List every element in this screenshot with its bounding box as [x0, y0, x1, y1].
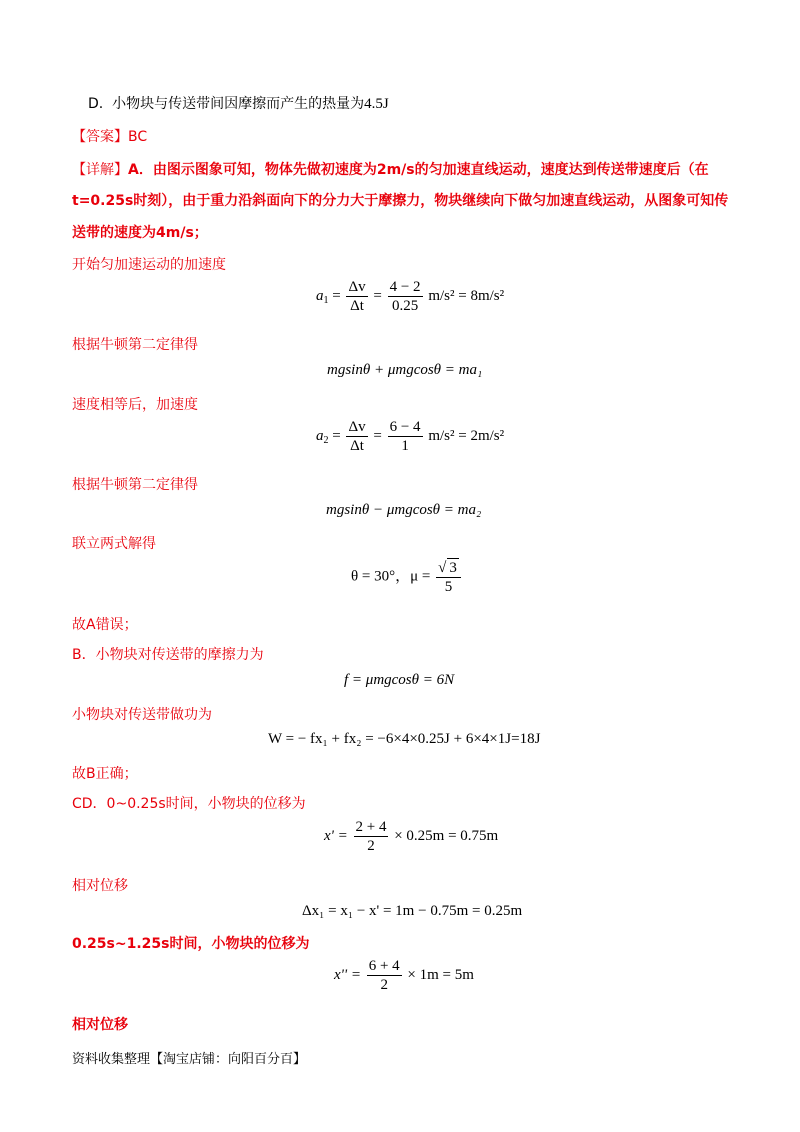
- detail-line3: 送带的速度为4m/s；: [72, 225, 208, 241]
- equation-a1: $a_1$ = $\frac{\Delta v}{\Delta t}$ = $\frac{4 - 2}{0.25}$ m/s² = 8m/s²: [316, 279, 505, 314]
- x2-rhs: × 1m = 5m: [407, 966, 474, 983]
- a2-dv: Δv: [348, 419, 366, 435]
- detail-line1: [72, 161, 709, 179]
- label-b-right: 故B正确；: [72, 766, 138, 782]
- label-accel-start: 开始匀加速运动的加速度: [72, 257, 226, 273]
- option-d: [88, 95, 389, 113]
- x1-rhs: × 0.25m = 0.75m: [394, 827, 499, 844]
- a1-symbol: a: [316, 287, 324, 304]
- x1-den: 2: [367, 838, 375, 854]
- detail-line2: t=0.25s时刻），由于重力沿斜面向下的分力大于摩擦力，物块继续向下做匀加速直线运动，从图象可知传: [72, 193, 729, 209]
- label-after-equal: 速度相等后，加速度: [72, 397, 198, 413]
- equation-friction: [344, 672, 454, 689]
- equation-a2: $a_2$ = $\frac{\Delta v}{\Delta t}$ = $\frac{6 - 4}{1}$ m/s² = 2m/s²: [316, 419, 505, 454]
- theta-text: θ = 30°，μ =: [351, 568, 431, 585]
- label-relative1: 相对位移: [72, 878, 128, 894]
- x2-den: 2: [380, 977, 388, 993]
- a1-den: 0.25: [391, 298, 419, 314]
- label-newton1: 根据牛顿第二定律得: [72, 337, 198, 353]
- a2-rhs: m/s² = 2m/s²: [428, 427, 505, 444]
- label-b-intro: B．小物块对传送带的摩擦力为: [72, 647, 264, 663]
- label-cd-intro: CD．0~0.25s时间，小物块的位移为: [72, 796, 306, 812]
- mu-den: 5: [444, 579, 453, 595]
- eq2-text: mgsinθ + μmgcosθ = ma₁: [327, 362, 483, 378]
- equation-x1: [324, 818, 498, 855]
- x2-num: 6 + 4: [368, 958, 400, 974]
- a1-sub: 1: [323, 294, 329, 306]
- a1-num: 4 − 2: [389, 279, 421, 295]
- dx1-text: Δx₁ = x₁ − x' = 1m − 0.75m = 0.25m: [302, 903, 523, 919]
- work-text: W = − fx₁ + fx₂ = −6×4×0.25J + 6×4×1J=18J: [268, 731, 541, 747]
- label-newton2: 根据牛顿第二定律得: [72, 477, 198, 493]
- a2-num: 6 − 4: [389, 419, 421, 435]
- mu-num: 3: [449, 560, 457, 576]
- x2-lhs: x'' =: [334, 966, 361, 983]
- a2-den: 1: [401, 438, 409, 454]
- equation-x2: [334, 957, 474, 994]
- a1-dv: Δv: [348, 279, 366, 295]
- equation-work: [268, 731, 540, 748]
- equation-theta-mu: θ = 30°，μ = $\frac{√ 3}{5}$: [351, 558, 463, 596]
- option-d-label: D.: [88, 96, 104, 112]
- a2-dt: Δt: [350, 438, 364, 454]
- friction-text: f = μmgcosθ = 6N: [344, 672, 455, 688]
- option-d-text: 小物块与传送带间因摩擦而产生的热量为: [112, 96, 365, 112]
- option-d-value: 4.5J: [364, 96, 389, 112]
- footer: 资料收集整理【淘宝店铺：向阳百分百】: [72, 1052, 307, 1067]
- equation-dx1: [302, 903, 522, 920]
- detail-line1-text: A．由图示图象可知，物体先做初速度为2m/s的匀加速直线运动，速度达到传送带速度后（在: [128, 162, 709, 178]
- eq4-text: mgsinθ − μmgcosθ = ma₂: [326, 502, 482, 518]
- a1-dt: Δt: [350, 298, 364, 314]
- label-solve: 联立两式解得: [72, 536, 156, 552]
- detail-tag: 【详解】: [72, 162, 128, 178]
- label-relative2: 相对位移: [72, 1017, 128, 1033]
- x1-lhs: x' =: [324, 827, 348, 844]
- label-second-interval: 0.25s~1.25s时间，小物块的位移为: [72, 936, 310, 952]
- answer: 【答案】BC: [72, 129, 148, 145]
- x1-num: 2 + 4: [355, 819, 387, 835]
- label-a-wrong: 故A错误；: [72, 617, 138, 633]
- equation-4: [326, 502, 481, 519]
- a1-rhs: m/s² = 8m/s²: [428, 287, 505, 304]
- label-work: 小物块对传送带做功为: [72, 707, 212, 723]
- equation-2: [327, 362, 482, 379]
